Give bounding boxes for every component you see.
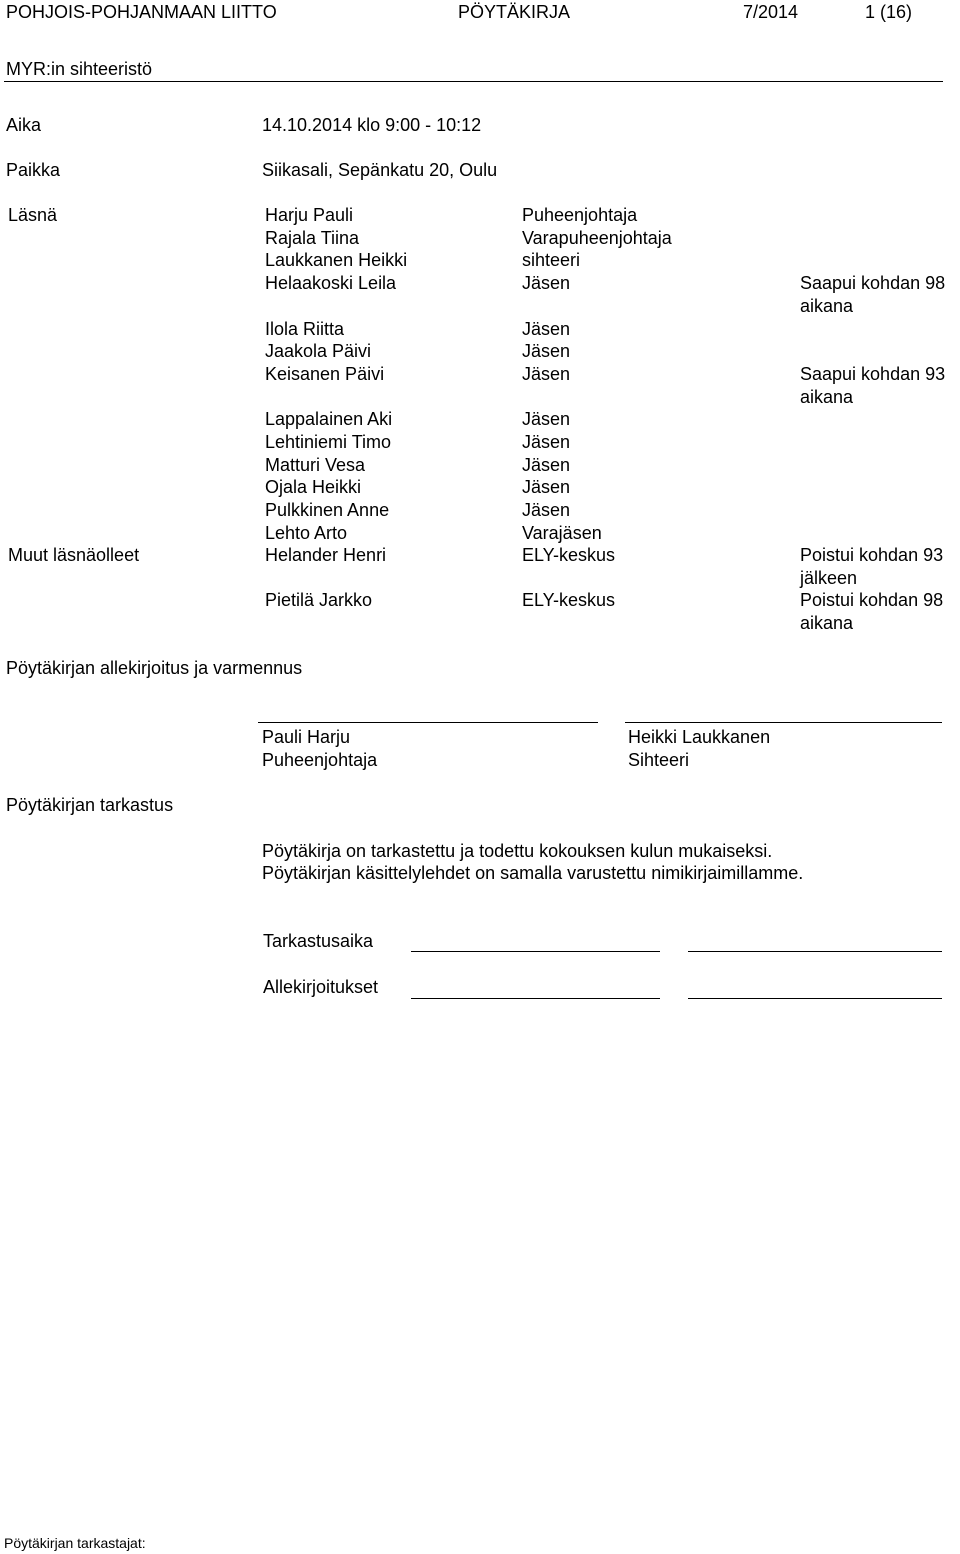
- others-present-label: Muut läsnäolleet: [8, 545, 140, 565]
- time-value: 14.10.2014 klo 9:00 - 10:12: [262, 115, 482, 135]
- place-value: Siikasali, Sepänkatu 20, Oulu: [262, 160, 498, 180]
- review-text-line-2: Pöytäkirjan käsittelylehdet on samalla varustettu nimikirjaimillamme.: [262, 863, 804, 883]
- attendee-role: Varapuheenjohtaja: [522, 227, 672, 248]
- document-type: PÖYTÄKIRJA: [458, 2, 571, 22]
- attendee-name: Ojala Heikki: [265, 477, 362, 498]
- attendee-name: Matturi Vesa: [265, 454, 366, 475]
- review-signatures-label: Allekirjoitukset: [263, 977, 379, 997]
- review-signature-line-2: [688, 998, 942, 999]
- attendee-name: Rajala Tiina: [265, 227, 360, 248]
- attendee-role: sihteeri: [522, 250, 581, 271]
- organization-name: POHJOIS-POHJANMAAN LIITTO: [6, 2, 277, 22]
- document-number: 7/2014: [743, 2, 799, 22]
- review-date-label: Tarkastusaika: [263, 931, 374, 951]
- attendee-note: Saapui kohdan 98: [800, 273, 946, 294]
- signer-2-title: Sihteeri: [628, 750, 690, 770]
- header-divider: [4, 81, 943, 82]
- attendee-note-continued: jälkeen: [800, 567, 858, 588]
- attendee-name: Jaakola Päivi: [265, 341, 372, 362]
- body-name: MYR:in sihteeristö: [6, 59, 153, 79]
- signature-line-1: [258, 722, 598, 723]
- attendee-name: Harju Pauli: [265, 205, 354, 225]
- signer-1-title: Puheenjohtaja: [262, 750, 378, 770]
- attendee-role: Puheenjohtaja: [522, 205, 638, 225]
- place-label: Paikka: [6, 160, 61, 180]
- attendee-role: Varajäsen: [522, 522, 602, 543]
- review-section-label: Pöytäkirjan tarkastus: [6, 795, 174, 815]
- attendee-role: Jäsen: [522, 500, 571, 521]
- reviewers-footer-label: Pöytäkirjan tarkastajat:: [4, 1535, 146, 1551]
- review-signature-line-1: [411, 998, 660, 999]
- time-label: Aika: [6, 115, 42, 135]
- present-label: Läsnä: [8, 205, 58, 225]
- attendee-name: Ilola Riitta: [265, 318, 345, 339]
- attendee-name: Lehtiniemi Timo: [265, 432, 392, 452]
- attendee-name: Laukkanen Heikki: [265, 250, 408, 271]
- review-date-line-2: [688, 951, 942, 952]
- attendee-role: Jäsen: [522, 273, 571, 294]
- attendee-name: Lehto Arto: [265, 522, 348, 543]
- review-date-line-1: [411, 951, 660, 952]
- attendee-note-continued: aikana: [800, 613, 854, 634]
- attendee-role: Jäsen: [522, 432, 571, 452]
- attendee-name: Keisanen Päivi: [265, 363, 385, 384]
- attendee-note-continued: aikana: [800, 386, 854, 407]
- attendee-role: ELY-keskus: [522, 590, 616, 611]
- attendee-note-continued: aikana: [800, 295, 854, 316]
- attendee-name: Pietilä Jarkko: [265, 590, 373, 611]
- attendee-role: Jäsen: [522, 409, 571, 430]
- attendee-role: ELY-keskus: [522, 545, 616, 565]
- attendee-role: Jäsen: [522, 454, 571, 475]
- attendee-role: Jäsen: [522, 363, 571, 384]
- page-number: 1 (16): [865, 2, 913, 22]
- signer-1-name: Pauli Harju: [262, 727, 351, 747]
- signature-line-2: [625, 722, 942, 723]
- signer-2-name: Heikki Laukkanen: [628, 727, 771, 747]
- attendee-role: Jäsen: [522, 477, 571, 498]
- attendee-name: Helaakoski Leila: [265, 273, 397, 294]
- attendee-name: Helander Henri: [265, 545, 387, 565]
- attendee-name: Pulkkinen Anne: [265, 500, 390, 521]
- attendee-name: Lappalainen Aki: [265, 409, 393, 430]
- attendee-role: Jäsen: [522, 341, 571, 362]
- attendee-note: Poistui kohdan 98: [800, 590, 944, 611]
- attendee-note: Poistui kohdan 93: [800, 545, 944, 565]
- signature-section-label: Pöytäkirjan allekirjoitus ja varmennus: [6, 658, 303, 678]
- attendee-note: Saapui kohdan 93: [800, 363, 946, 384]
- review-text-line-1: Pöytäkirja on tarkastettu ja todettu kokouksen kulun mukaiseksi.: [262, 841, 773, 861]
- attendee-role: Jäsen: [522, 318, 571, 339]
